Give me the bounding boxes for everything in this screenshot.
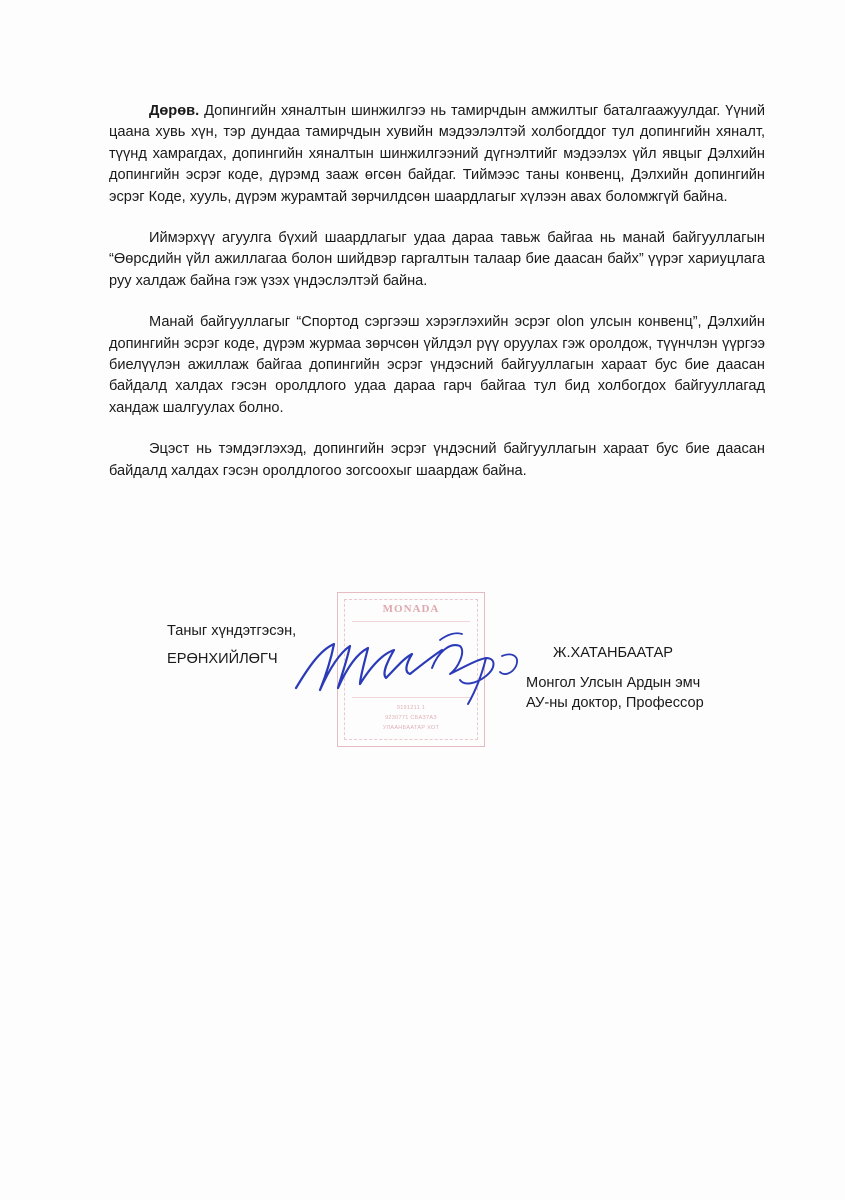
stamp-title: MONADA xyxy=(382,603,440,615)
paragraph-4-text: Эцэст нь тэмдэглэхэд, допингийн эсрэг үндэсний байгууллагын хараат бус бие даасан байдалд халдах гэсэн оролдлогоо зогсоохыг шаардаж байна. xyxy=(109,441,765,479)
credential-line-1: Монгол Улсын Ардын эмч xyxy=(526,675,701,691)
signer-credentials xyxy=(526,673,704,713)
signature-stroke xyxy=(296,644,442,690)
signer-name: Ж.ХАТАНБААТАР xyxy=(553,645,674,661)
paragraph-3 xyxy=(109,312,765,419)
signature-stroke xyxy=(440,633,462,640)
signature-left-block xyxy=(167,617,296,673)
letter-body xyxy=(109,101,765,502)
paragraph-1-lead: Дөрөв. xyxy=(149,103,200,119)
signer-role: ЕРӨНХИЙЛӨГЧ xyxy=(167,651,278,667)
stamp-line-3: УЛААНБААТАР ХОТ xyxy=(382,725,440,731)
stamp-divider xyxy=(352,621,470,622)
stamp-line-2: 9230771 СБАЗ7АЗ xyxy=(385,715,437,721)
paragraph-1-text: Допингийн хяналтын шинжилгээ нь тамирчдын амжилтыг баталгаажуулдаг. Үүний цаана хувь хүн, тэр дундаа тамирчдын хувийн мэдээлэлтэй холбогддог тул допингийн хяналт, түүнд хамрагдах, допингийн хяналтын шинжилгээний дүгнэлтийг мэдээлэх үйл явцыг Дэлхийн допингийн эсрэг коде, дүрэмд зааж өгсөн байдаг. Тиймээс таны конвенц, Дэлхийн допингийн эсрэг Коде, хууль, дүрэм журамтай зөрчилдсөн шаардлагыг хүлээн авах боломжгүй байна. xyxy=(109,103,765,205)
closing-line: Таныг хүндэтгэсэн, xyxy=(167,623,297,639)
paragraph-2-text: Иймэрхүү агуулга бүхий шаардлагыг удаа дараа тавьж байгаа нь манай байгууллагын “Өөрсдийн үйл ажиллагаа болон шийдвэр гаргалтын талаар бие даасан байх” үүрэг хариуцлага руу халдаж байна гэж үзэх үндэслэлтэй байна. xyxy=(109,230,765,289)
stamp-line-1: 9191211 1 xyxy=(396,705,426,711)
handwritten-signature xyxy=(290,628,530,708)
credential-line-2: АУ-ны доктор, Профессор xyxy=(526,695,704,711)
paragraph-2 xyxy=(109,228,765,292)
signature-stroke xyxy=(500,654,517,674)
paragraph-3-text: Манай байгууллагыг “Спортод сэргээш хэрэглэхийн эсрэг olon улсын конвенц”, Дэлхийн допингийн эсрэг коде, дүрэм журмаа зөрчсөн үйлдэл рүү оруулах гэж оролдож, түүнчлэн үүргээ биелүүлэн ажиллаж байгаа допингийн эсрэг үндэсний байгууллагын хараат бус бие даасан байдалд халдах гэсэн оролдлого удаа дараа гарч байгаа тул бид холбогдох байгууллагад хандаж шалгуулах болно. xyxy=(109,314,765,416)
paragraph-4 xyxy=(109,439,765,482)
paragraph-1 xyxy=(109,101,765,208)
